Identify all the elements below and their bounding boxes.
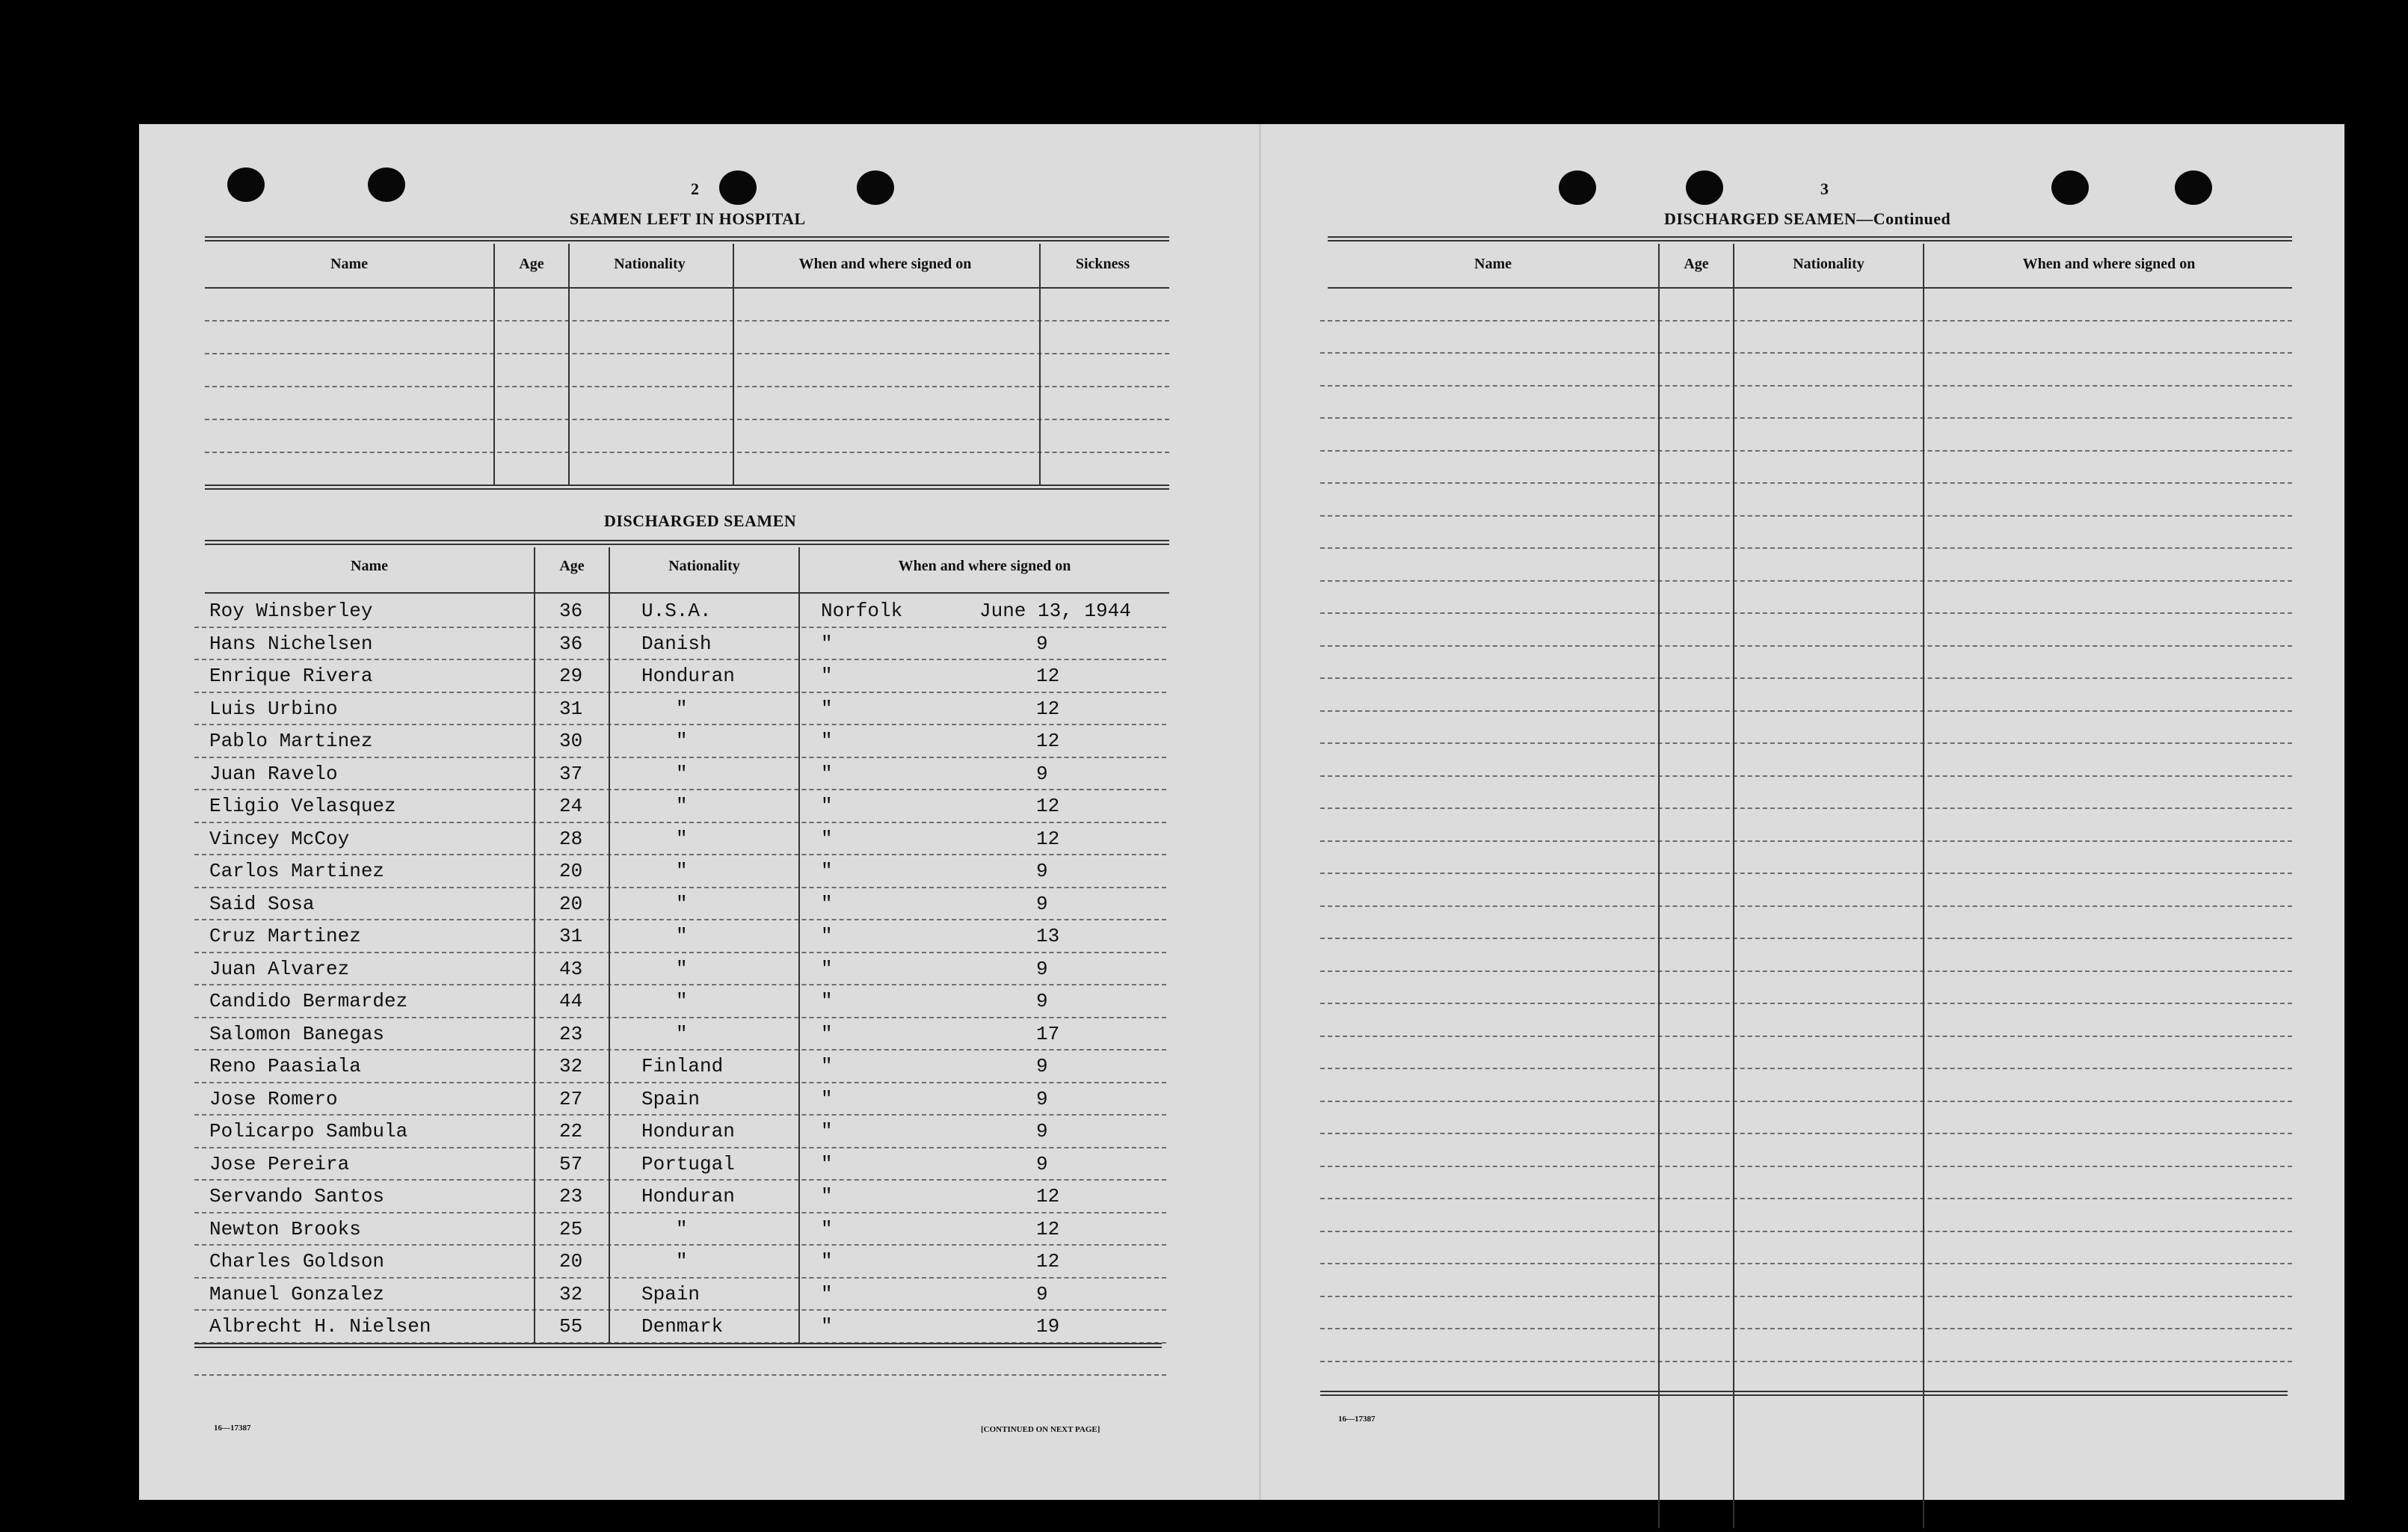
discharged-row-line <box>194 952 1166 953</box>
hospital-col-signed-on: When and where signed on <box>798 256 972 272</box>
continued-row-line <box>1320 450 2292 452</box>
seaman-nationality: Portugal <box>641 1152 735 1175</box>
signed-on-date: 9 <box>1036 762 1048 785</box>
signed-on-date: 12 <box>1036 730 1060 752</box>
continued-row-line <box>1320 1003 2292 1004</box>
seaman-age: 28 <box>559 827 583 850</box>
seaman-age: 31 <box>559 925 583 947</box>
seaman-name: Pablo Martinez <box>209 730 373 752</box>
signed-on-place: " <box>821 795 833 817</box>
seaman-age: 36 <box>559 600 583 622</box>
continued-row-line <box>1320 515 2292 517</box>
seaman-age: 32 <box>559 1055 583 1077</box>
punch-hole <box>1686 170 1723 205</box>
form-number-right: 16—17387 <box>1338 1415 1376 1424</box>
seaman-age: 25 <box>559 1217 583 1240</box>
seaman-age: 57 <box>559 1152 583 1175</box>
seaman-name: Hans Nichelsen <box>209 632 373 655</box>
signed-on-place: " <box>821 1022 833 1045</box>
signed-on-place: " <box>821 730 833 752</box>
discharged-row-line <box>194 692 1166 693</box>
continued-row-line <box>1320 612 2292 614</box>
continued-row-line <box>1320 645 2292 647</box>
signed-on-date: 9 <box>1036 957 1048 980</box>
signed-on-date: 13 <box>1036 925 1060 947</box>
page-fold <box>1259 124 1261 1500</box>
seaman-age: 20 <box>559 860 583 882</box>
signed-on-place: " <box>821 1185 833 1208</box>
discharged-row-line <box>194 854 1166 855</box>
signed-on-place: " <box>821 990 833 1012</box>
hospital-table-title: SEAMEN LEFT IN HOSPITAL <box>570 209 806 228</box>
discharged-col-divider <box>798 547 800 1343</box>
discharged-row-line <box>194 919 1166 920</box>
signed-on-place: " <box>821 1152 833 1175</box>
seaman-name: Cruz Martinez <box>209 925 361 947</box>
hospital-table-bottom-rule <box>205 484 1169 490</box>
discharged-row-line <box>194 1309 1166 1311</box>
discharged-col-divider <box>609 547 610 1343</box>
hospital-table-top-rule <box>205 236 1169 242</box>
seaman-name: Carlos Martinez <box>209 860 385 882</box>
punch-hole <box>719 170 757 205</box>
continued-row-line <box>1320 807 2292 809</box>
signed-on-place: " <box>821 697 833 720</box>
discharged-row-line <box>194 1179 1166 1181</box>
seaman-age: 36 <box>559 632 583 655</box>
signed-on-place: " <box>821 1217 833 1240</box>
hospital-col-divider <box>733 244 734 484</box>
continued-row-line <box>1320 1133 2292 1134</box>
continued-row-line <box>1320 320 2292 322</box>
continued-col-signed-on: When and where signed on <box>2022 256 2196 272</box>
signed-on-date: 12 <box>1036 665 1060 687</box>
seaman-nationality: Finland <box>641 1055 724 1077</box>
seaman-name: Salomon Banegas <box>209 1022 385 1045</box>
continued-header-rule <box>1328 287 2292 289</box>
seaman-age: 31 <box>559 697 583 720</box>
hospital-row-line <box>205 419 1169 420</box>
seaman-nationality: " <box>676 990 688 1012</box>
hospital-col-divider <box>1039 244 1041 484</box>
discharged-row-line <box>194 1277 1166 1279</box>
continued-row-line <box>1320 775 2292 777</box>
hospital-col-divider <box>493 244 495 484</box>
discharged-row-line <box>194 1049 1166 1050</box>
signed-on-date: 9 <box>1036 860 1048 882</box>
seaman-name: Charles Goldson <box>209 1250 385 1273</box>
discharged-col-divider <box>534 547 535 1343</box>
discharged-row-line <box>194 757 1166 758</box>
continued-row-line <box>1320 385 2292 387</box>
seaman-nationality: Honduran <box>641 665 735 687</box>
discharged-row-line <box>194 789 1166 790</box>
seaman-age: 20 <box>559 1250 583 1273</box>
continued-table-title: DISCHARGED SEAMEN—Continued <box>1664 209 1951 228</box>
discharged-row-line <box>194 659 1166 660</box>
discharged-row-line <box>194 984 1166 985</box>
discharged-table-title: DISCHARGED SEAMEN <box>604 511 797 530</box>
hospital-row-line <box>205 386 1169 387</box>
page-number-right: 3 <box>1820 179 1829 198</box>
discharged-col-nationality: Nationality <box>668 558 740 574</box>
signed-on-date: 12 <box>1036 1250 1060 1273</box>
discharged-row-line <box>194 627 1166 628</box>
punch-hole <box>1559 170 1596 205</box>
signed-on-place: " <box>821 665 833 687</box>
continued-table-bottom-rule <box>1320 1391 2288 1396</box>
continued-note: [CONTINUED ON NEXT PAGE] <box>981 1425 1100 1434</box>
seaman-name: Said Sosa <box>209 892 315 915</box>
seaman-name: Eligio Velasquez <box>209 795 396 817</box>
continued-row-line <box>1320 417 2292 419</box>
continued-row-line <box>1320 710 2292 712</box>
signed-on-place: " <box>821 632 833 655</box>
continued-row-line <box>1320 677 2292 679</box>
seaman-nationality: " <box>676 892 688 915</box>
seaman-age: 22 <box>559 1120 583 1142</box>
signed-on-place: " <box>821 1055 833 1077</box>
signed-on-date: 9 <box>1036 1282 1048 1305</box>
seaman-nationality: Honduran <box>641 1185 735 1208</box>
signed-on-place: " <box>821 1250 833 1273</box>
signed-on-date: 12 <box>1036 795 1060 817</box>
seaman-age: 37 <box>559 762 583 785</box>
seaman-age: 32 <box>559 1282 583 1305</box>
signed-on-date: 12 <box>1036 1217 1060 1240</box>
seaman-age: 55 <box>559 1315 583 1338</box>
punch-hole <box>368 167 405 202</box>
seaman-name: Newton Brooks <box>209 1217 361 1240</box>
seaman-nationality: " <box>676 1022 688 1045</box>
signed-on-date: 9 <box>1036 1055 1048 1077</box>
continued-row-line <box>1320 580 2292 582</box>
seaman-nationality: " <box>676 730 688 752</box>
seaman-name: Jose Romero <box>209 1087 338 1110</box>
discharged-row-line <box>194 1017 1166 1018</box>
hospital-col-divider <box>568 244 570 484</box>
signed-on-place: " <box>821 1315 833 1338</box>
signed-on-date: 17 <box>1036 1022 1060 1045</box>
seaman-name: Reno Paasiala <box>209 1055 361 1077</box>
continued-row-line <box>1320 1328 2292 1329</box>
signed-on-place: " <box>821 1120 833 1142</box>
discharged-table-bottom-rule <box>194 1343 1162 1348</box>
continued-col-divider <box>1923 244 1924 1528</box>
seaman-age: 44 <box>559 990 583 1012</box>
signed-on-date: 9 <box>1036 892 1048 915</box>
signed-on-date: June 13, 1944 <box>979 600 1131 622</box>
discharged-row-line <box>194 1114 1166 1116</box>
seaman-name: Policarpo Sambula <box>209 1120 408 1142</box>
hospital-row-line <box>205 320 1169 322</box>
continued-row-line <box>1320 1166 2292 1167</box>
seaman-name: Jose Pereira <box>209 1152 350 1175</box>
signed-on-place: " <box>821 860 833 882</box>
continued-col-divider <box>1733 244 1734 1528</box>
discharged-row-line <box>194 724 1166 725</box>
signed-on-place: " <box>821 957 833 980</box>
continued-col-divider <box>1658 244 1660 1528</box>
seaman-nationality: " <box>676 795 688 817</box>
continued-col-nationality: Nationality <box>1793 256 1864 272</box>
seaman-nationality: " <box>676 697 688 720</box>
seaman-age: 20 <box>559 892 583 915</box>
signed-on-date: 12 <box>1036 1185 1060 1208</box>
continued-col-name: Name <box>1474 256 1512 272</box>
seaman-name: Luis Urbino <box>209 697 338 720</box>
seaman-age: 27 <box>559 1087 583 1110</box>
seaman-age: 43 <box>559 957 583 980</box>
hospital-row-line <box>205 353 1169 354</box>
seaman-nationality: Spain <box>641 1087 700 1110</box>
signed-on-place: " <box>821 1282 833 1305</box>
discharged-row-line <box>194 1147 1166 1148</box>
seaman-name: Servando Santos <box>209 1185 385 1208</box>
seaman-nationality: " <box>676 762 688 785</box>
seaman-name: Juan Ravelo <box>209 762 338 785</box>
seaman-name: Juan Alvarez <box>209 957 350 980</box>
seaman-name: Manuel Gonzalez <box>209 1282 385 1305</box>
continued-table-top-rule <box>1328 236 2292 242</box>
seaman-nationality: " <box>676 827 688 850</box>
seaman-nationality: Spain <box>641 1282 700 1305</box>
hospital-header-rule <box>205 287 1169 289</box>
signed-on-date: 9 <box>1036 990 1048 1012</box>
seaman-name: Candido Bermardez <box>209 990 408 1012</box>
continued-row-line <box>1320 1231 2292 1232</box>
seaman-age: 23 <box>559 1185 583 1208</box>
signed-on-date: 12 <box>1036 827 1060 850</box>
discharged-row-line <box>194 1082 1166 1083</box>
continued-row-line <box>1320 1361 2292 1362</box>
seaman-name: Albrecht H. Nielsen <box>209 1315 431 1338</box>
seaman-name: Vincey McCoy <box>209 827 350 850</box>
discharged-row-line <box>194 1212 1166 1213</box>
continued-row-line <box>1320 905 2292 907</box>
page-number-left: 2 <box>691 179 699 198</box>
seaman-age: 29 <box>559 665 583 687</box>
seaman-nationality: " <box>676 1250 688 1273</box>
seaman-name: Enrique Rivera <box>209 665 373 687</box>
continued-row-line <box>1320 742 2292 744</box>
seaman-age: 23 <box>559 1022 583 1045</box>
seaman-nationality: Honduran <box>641 1120 735 1142</box>
seaman-nationality: Danish <box>641 632 712 655</box>
discharged-row-line <box>194 822 1166 823</box>
punch-hole <box>857 170 894 205</box>
continued-row-line <box>1320 1263 2292 1264</box>
signed-on-place: " <box>821 1087 833 1110</box>
signed-on-date: 9 <box>1036 1087 1048 1110</box>
discharged-header-rule <box>205 592 1169 594</box>
discharged-row-line <box>194 887 1166 888</box>
seaman-age: 30 <box>559 730 583 752</box>
signed-on-date: 19 <box>1036 1315 1060 1338</box>
continued-row-line <box>1320 840 2292 842</box>
hospital-col-nationality: Nationality <box>614 256 686 272</box>
continued-row-line <box>1320 1036 2292 1037</box>
seaman-name: Roy Winsberley <box>209 600 373 622</box>
continued-row-line <box>1320 352 2292 354</box>
discharged-row-line <box>194 1244 1166 1246</box>
seaman-nationality: " <box>676 925 688 947</box>
signed-on-date: 9 <box>1036 1152 1048 1175</box>
signed-on-place: " <box>821 827 833 850</box>
discharged-col-signed-on: When and where signed on <box>898 558 1071 574</box>
form-number-left: 16—17387 <box>214 1424 251 1433</box>
continued-row-line <box>1320 1296 2292 1297</box>
seaman-nationality: " <box>676 957 688 980</box>
signed-on-date: 9 <box>1036 1120 1048 1142</box>
continued-col-age: Age <box>1684 256 1709 272</box>
seaman-age: 24 <box>559 795 583 817</box>
continued-row-line <box>1320 1101 2292 1102</box>
continued-row-line <box>1320 547 2292 549</box>
continued-row-line <box>1320 873 2292 874</box>
punch-hole <box>227 167 265 202</box>
signed-on-date: 12 <box>1036 697 1060 720</box>
discharged-col-age: Age <box>559 558 585 574</box>
seaman-nationality: Denmark <box>641 1315 724 1338</box>
hospital-col-age: Age <box>519 256 544 272</box>
continued-row-line <box>1320 938 2292 939</box>
seaman-nationality: U.S.A. <box>641 600 712 622</box>
hospital-row-line <box>205 452 1169 453</box>
signed-on-place: " <box>821 892 833 915</box>
discharged-row-line <box>194 1374 1166 1376</box>
signed-on-place: Norfolk <box>821 600 903 622</box>
hospital-col-sickness: Sickness <box>1075 256 1130 272</box>
manifest-sheet <box>139 124 2344 1500</box>
continued-row-line <box>1320 482 2292 484</box>
discharged-col-name: Name <box>351 558 388 574</box>
continued-row-line <box>1320 1198 2292 1199</box>
discharged-table-top-rule <box>205 540 1169 545</box>
signed-on-place: " <box>821 762 833 785</box>
seaman-nationality: " <box>676 860 688 882</box>
signed-on-date: 9 <box>1036 632 1048 655</box>
hospital-col-name: Name <box>330 256 368 272</box>
signed-on-place: " <box>821 925 833 947</box>
continued-row-line <box>1320 970 2292 972</box>
continued-row-line <box>1320 1068 2292 1069</box>
seaman-nationality: " <box>676 1217 688 1240</box>
punch-hole <box>2051 170 2089 205</box>
punch-hole <box>2175 170 2212 205</box>
